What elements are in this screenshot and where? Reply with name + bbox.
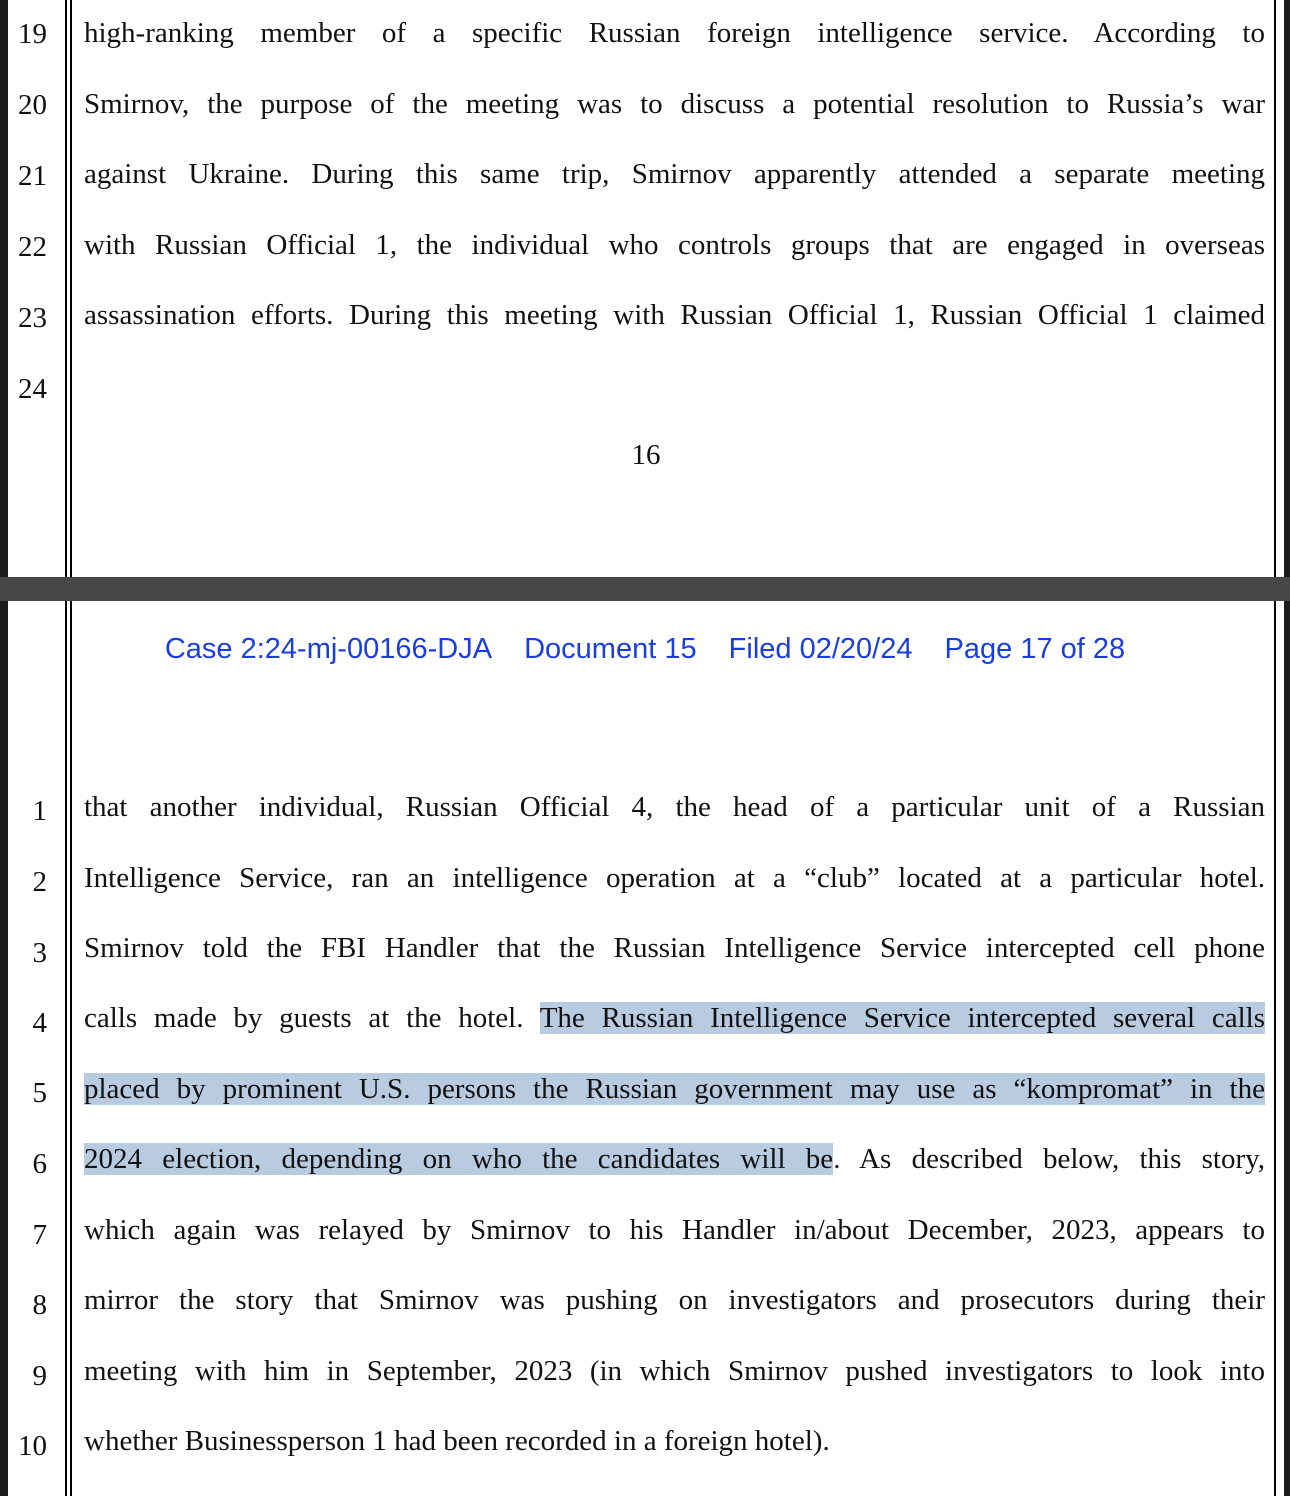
line-number: 24 <box>18 373 47 405</box>
page-separator <box>0 577 1290 601</box>
line-number: 7 <box>32 1219 47 1251</box>
document-number: Document 15 <box>524 633 697 665</box>
line-number: 10 <box>18 1430 47 1462</box>
page-count: Page 17 of 28 <box>944 633 1126 665</box>
case-number: Case 2:24-mj-00166-DJA <box>164 633 493 665</box>
filed-date: Filed 02/20/24 <box>728 633 913 665</box>
text-line: meeting with him in September, 2023 (in which Smirnov pushed investigators to look into <box>84 1355 1265 1387</box>
text-line: Smirnov, the purpose of the meeting was to discuss a potential resolution to Russia’s war <box>84 88 1265 120</box>
line-number: 1 <box>32 795 47 827</box>
text-line: against Ukraine. During this same trip, Smirnov apparently attended a separate meeting <box>84 158 1265 190</box>
text-line: Smirnov told the FBI Handler that the Russian Intelligence Service intercepted cell phone <box>84 932 1265 964</box>
margin-rule-right <box>1274 0 1276 577</box>
margin-rule-right <box>1274 601 1276 1496</box>
text-line: with Russian Official 1, the individual who controls groups that are engaged in overseas <box>84 229 1265 261</box>
highlighted-text[interactable]: The Russian Intelligence Service intercepted several calls <box>539 1002 1265 1034</box>
text-line <box>84 1069 1265 1109</box>
line-number: 8 <box>32 1289 47 1321</box>
line-number: 3 <box>32 937 47 969</box>
line-number: 20 <box>18 89 47 121</box>
text-line: high-ranking member of a specific Russian foreign intelligence service. According to <box>84 17 1265 49</box>
text-line: whether Businessperson 1 had been recorded in a foreign hotel). <box>84 1425 830 1457</box>
line-number: 2 <box>32 866 47 898</box>
text-line <box>84 998 1265 1038</box>
line-number: 21 <box>18 160 47 192</box>
line-number: 23 <box>18 302 47 334</box>
text-segment: . As described below, this story, <box>833 1143 1265 1175</box>
margin-rule <box>70 601 72 1496</box>
line-number: 9 <box>32 1360 47 1392</box>
text-line <box>84 1139 1265 1179</box>
margin-rule <box>65 0 67 577</box>
line-number: 6 <box>32 1148 47 1180</box>
text-line <box>84 366 1265 406</box>
highlighted-text[interactable]: placed by prominent U.S. persons the Russian government may use as “kompromat” in the <box>84 1073 1265 1105</box>
page-17 <box>8 601 1284 1496</box>
case-header <box>0 629 1290 669</box>
text-line: that another individual, Russian Official 4, the head of a particular unit of a Russian <box>84 791 1265 823</box>
line-number: 22 <box>18 231 47 263</box>
line-number: 5 <box>32 1077 47 1109</box>
text-line: mirror the story that Smirnov was pushing on investigators and prosecutors during their <box>84 1284 1265 1316</box>
line-number: 19 <box>18 18 47 50</box>
text-segment: calls made by guests at the hotel. <box>84 1002 540 1034</box>
page-16 <box>8 0 1284 577</box>
highlighted-text[interactable]: 2024 election, depending on who the candidates will be <box>84 1143 834 1175</box>
text-line: assassination efforts. During this meeting with Russian Official 1, Russian Official 1 claimed <box>84 299 1265 331</box>
line-number: 4 <box>32 1007 47 1039</box>
text-line: which again was relayed by Smirnov to his Handler in/about December, 2023, appears to <box>84 1214 1265 1246</box>
margin-rule <box>65 601 67 1496</box>
margin-rule <box>70 0 72 577</box>
page-number: 16 <box>631 439 661 471</box>
text-line: Intelligence Service, ran an intelligence operation at a “club” located at a particular hotel. <box>84 862 1265 894</box>
